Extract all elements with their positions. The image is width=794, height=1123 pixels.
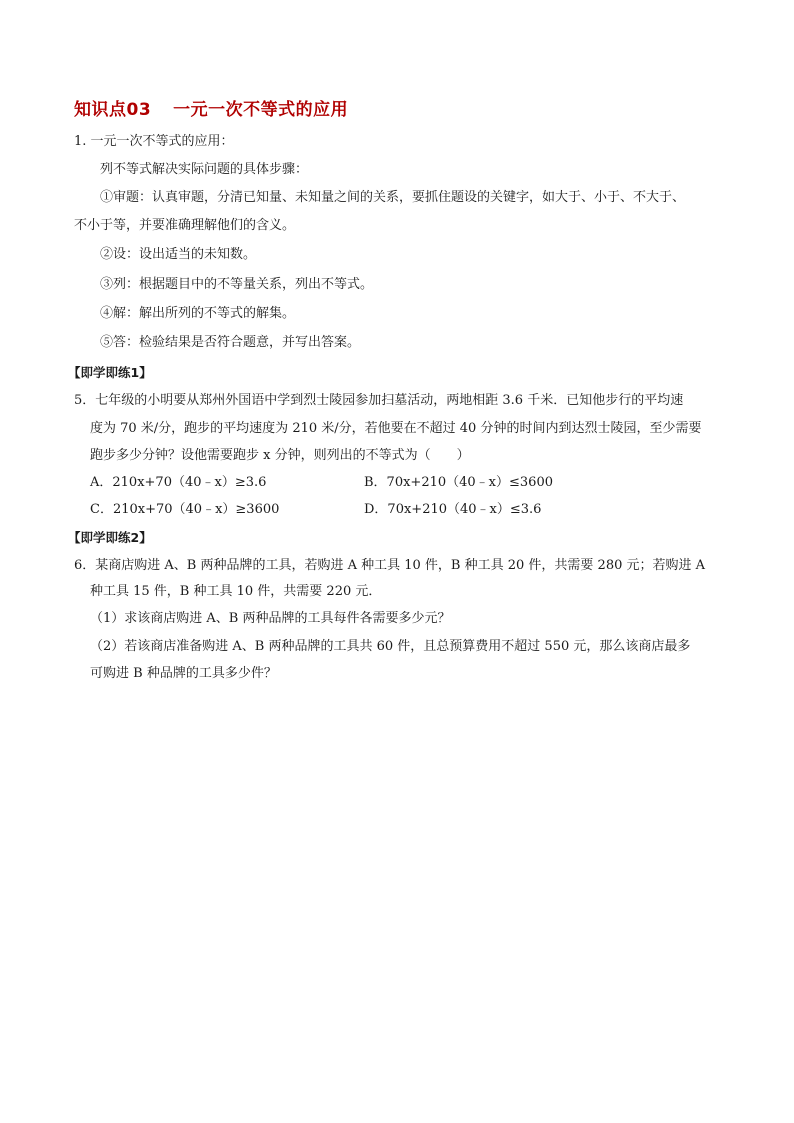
option-b: B．70x+210（40﹣x）≤3600 (364, 475, 553, 490)
question-6-part-2-line-1: （2）若该商店准备购进 A、B 两种品牌的工具共 60 件，且总预算费用不超过 550 元，那么该商店最多 (90, 639, 691, 654)
step-4: ④解：解出所列的不等式的解集。 (100, 306, 296, 321)
question-5-line-2: 度为 70 米/分，跑步的平均速度为 210 米/分，若他要在不超过 40 分钟的时间内到达烈士陵园，至少需要 (90, 421, 702, 436)
section-number: 知识点03 (74, 100, 152, 120)
step-1-line-2: 不小于等，并要准确理解他们的含义。 (74, 218, 296, 233)
option-a: A．210x+70（40﹣x）≥3.6 (90, 475, 267, 490)
step-2: ②设：设出适当的未知数。 (100, 247, 257, 262)
question-5-line-1: 5．七年级的小明要从郑州外国语中学到烈士陵园参加扫墓活动，两地相距 3.6 千米．已知他步行的平均速 (74, 393, 684, 408)
question-6-line-1: 6．某商店购进 A、B 两种品牌的工具，若购进 A 种工具 10 件，B 种工具 20 件，共需要 280 元；若购进 A (74, 558, 706, 573)
knowledge-item-title: 1. 一元一次不等式的应用： (74, 134, 234, 149)
section-heading (74, 95, 348, 120)
question-5-line-3: 跑步多少分钟？设他需要跑步 x 分钟，则列出的不等式为（ ） (90, 448, 470, 463)
practice-1-tag: 【即学即练1】 (68, 365, 152, 380)
option-c: C．210x+70（40﹣x）≥3600 (90, 502, 280, 517)
step-1-line-1: ①审题：认真审题，分清已知量、未知量之间的关系，要抓住题设的关键字，如大于、小于、不大于、 (100, 190, 686, 205)
practice-2-tag: 【即学即练2】 (68, 530, 152, 545)
question-6-part-1: （1）求该商店购进 A、B 两种品牌的工具每件各需要多少元？ (90, 611, 451, 626)
step-3: ③列：根据题目中的不等量关系，列出不等式。 (100, 277, 374, 292)
option-d: D．70x+210（40﹣x）≤3.6 (364, 502, 542, 517)
question-6-part-2-line-2: 可购进 B 种品牌的工具多少件？ (90, 666, 277, 681)
steps-intro: 列不等式解决实际问题的具体步骤： (100, 162, 309, 177)
question-6-line-2: 种工具 15 件，B 种工具 10 件，共需要 220 元． (90, 584, 382, 599)
step-5: ⑤答：检验结果是否符合题意，并写出答案。 (100, 335, 361, 350)
section-title: 一元一次不等式的应用 (173, 100, 349, 120)
